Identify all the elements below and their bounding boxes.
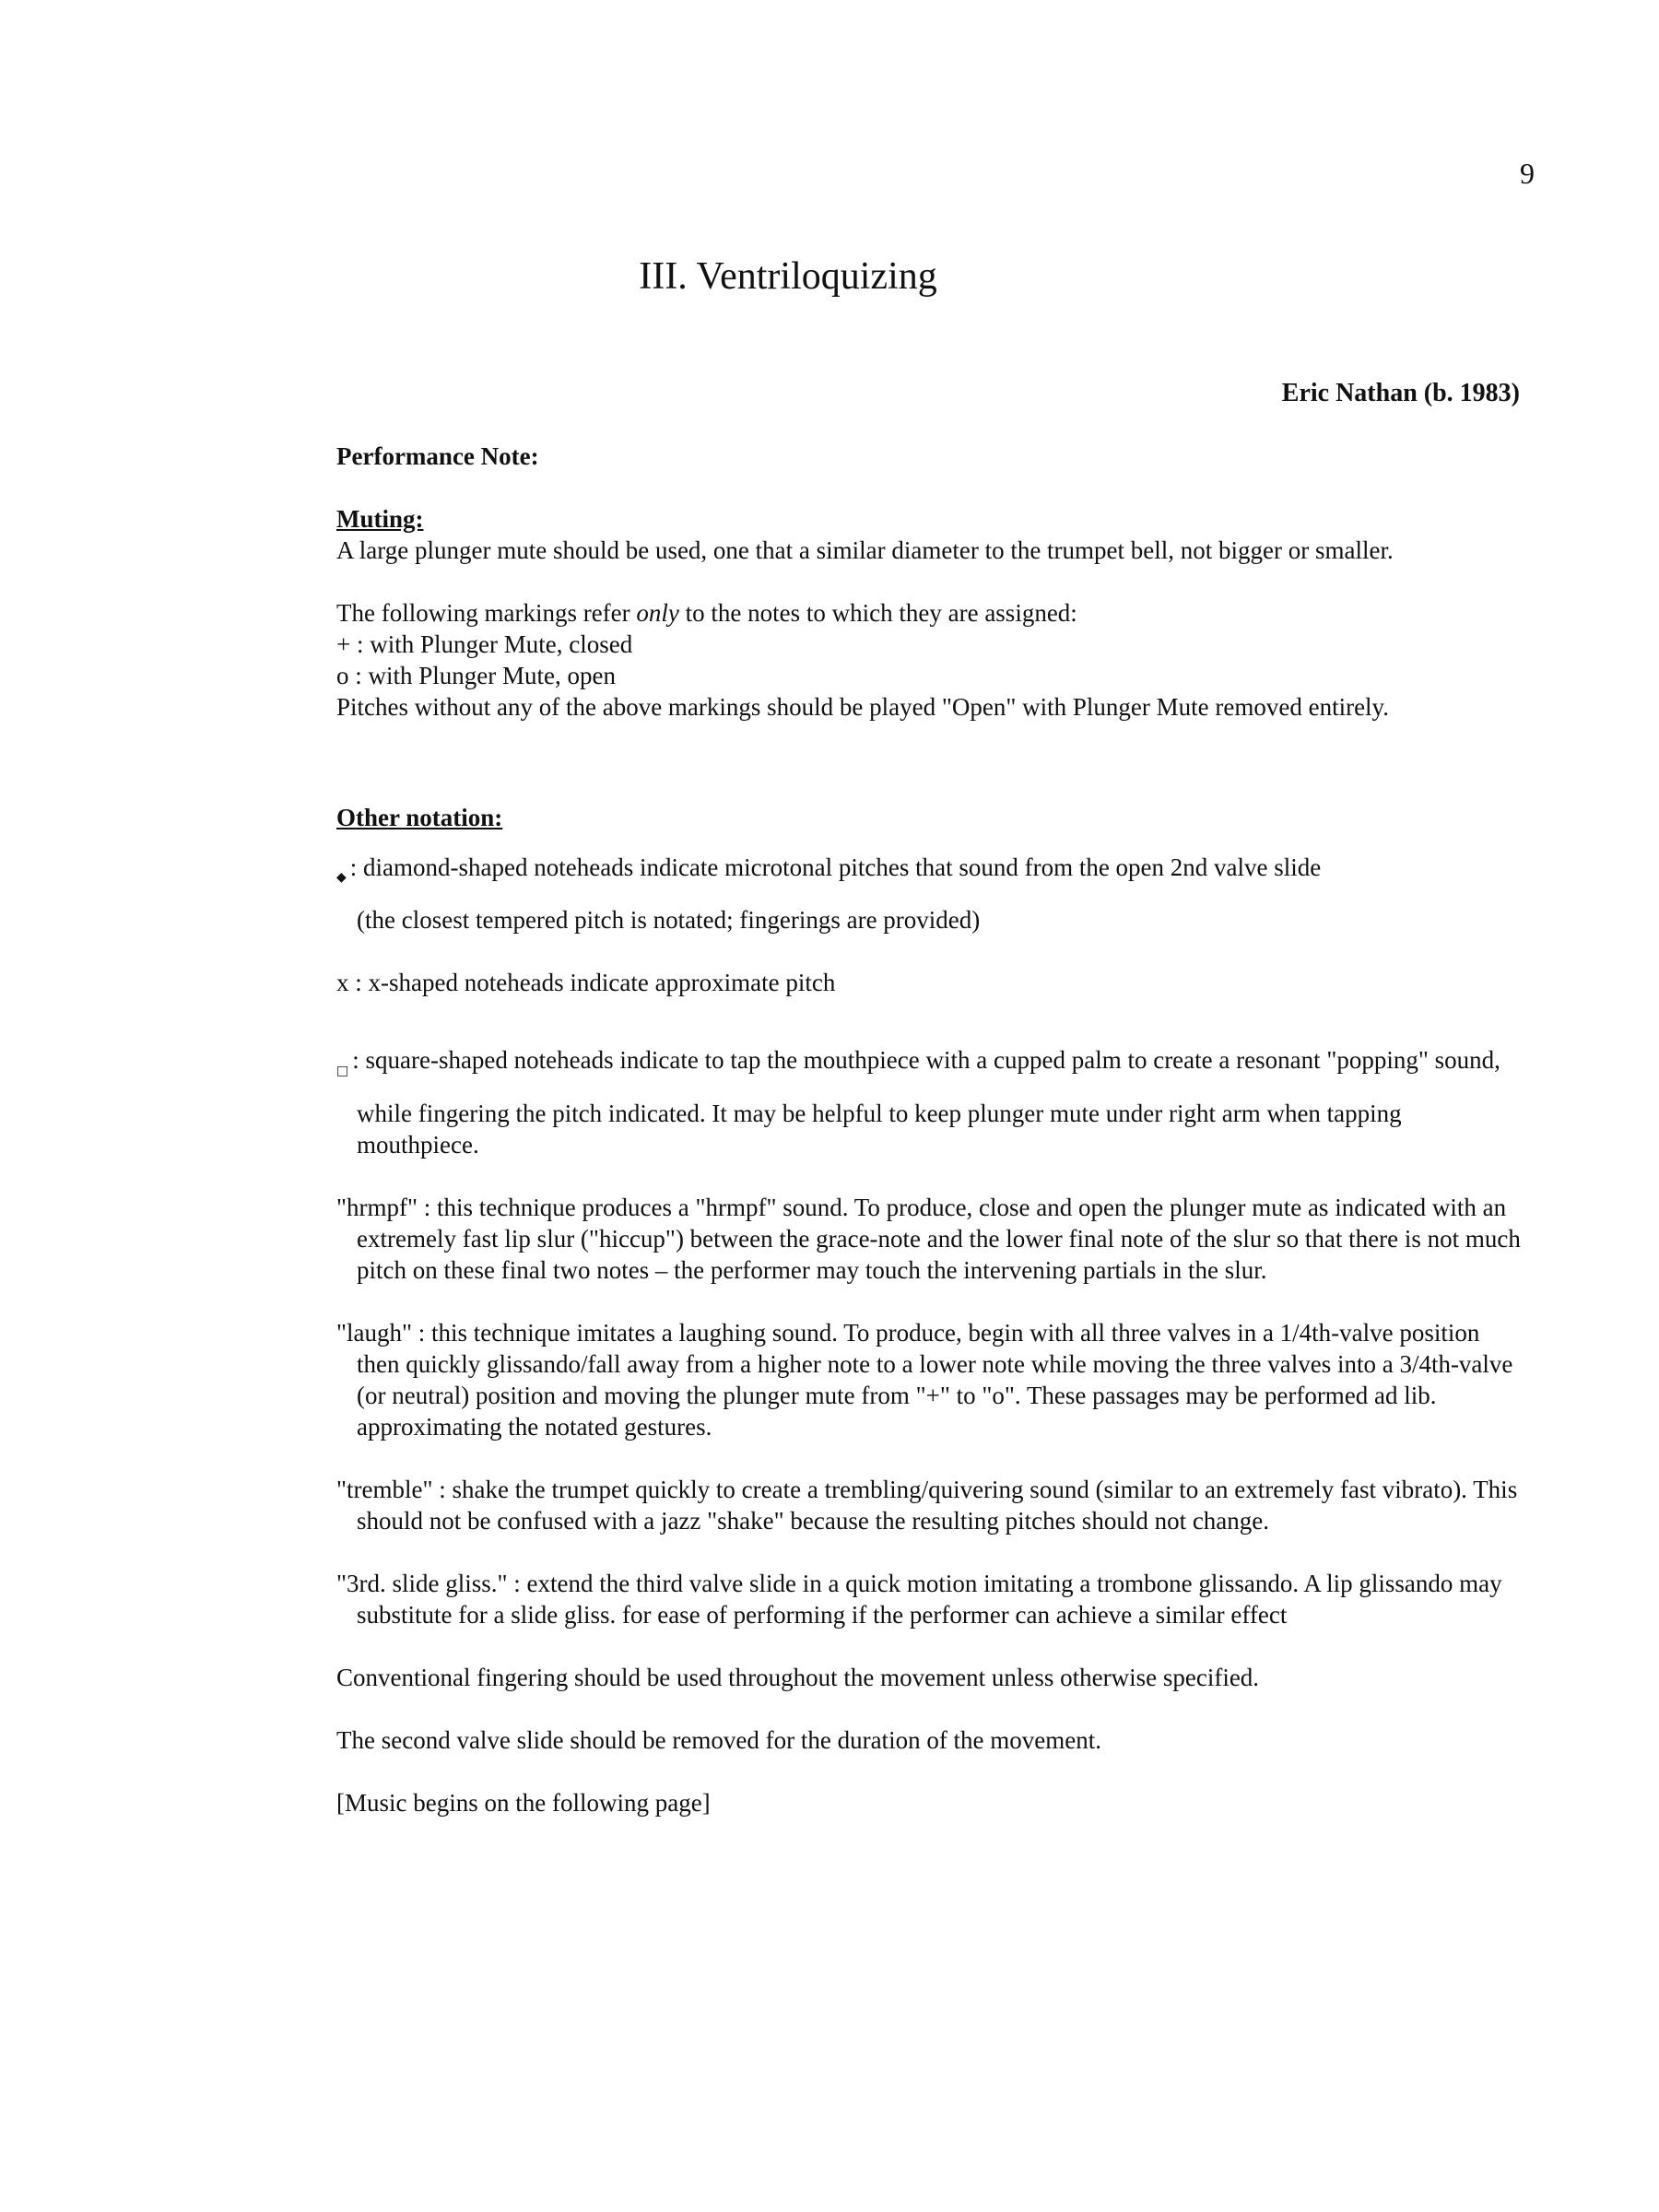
page-number: 9 xyxy=(1520,157,1535,190)
composer-credit: Eric Nathan (b. 1983) xyxy=(1281,379,1520,407)
laugh-technique: "laugh" : this technique imitates a laughing sound. To produce, begin with all three valves in a 1/4th-valve position then quickly glissando/fall away from a higher note to a lower note while moving the three valves into a 3/4th-valve (or neutral) position and moving the plunger mute from "+" to "o". These passages may be performed ad lib. approximating the notated gestures. xyxy=(336,1319,1513,1441)
o-marking: o : with Plunger Mute, open xyxy=(336,662,616,689)
square-notehead-icon: □ xyxy=(336,1064,349,1078)
page-title: III. Ventriloquizing xyxy=(639,255,937,298)
x-notehead-item: x : x-shaped noteheads indicate approximate pitch xyxy=(336,969,836,996)
valve-slide-note: The second valve slide should be removed for the duration of the movement. xyxy=(336,1726,1102,1754)
plus-marking: + : with Plunger Mute, closed xyxy=(336,630,633,658)
markings-intro-emphasis: only xyxy=(636,599,679,627)
muting-description: A large plunger mute should be used, one that a similar diameter to the trumpet bell, not bigger or smaller. xyxy=(336,536,1394,564)
slide-gliss-technique: "3rd. slide gliss." : extend the third valve slide in a quick motion imitating a trombone glissando. A lip glissando may substitute for a slide gliss. for ease of performing if the performer can achieve a similar effect xyxy=(336,1570,1502,1629)
other-notation-heading: Other notation: xyxy=(336,804,503,831)
tremble-technique: "tremble" : shake the trumpet quickly to create a trembling/quivering sound (similar to an extremely fast vibrato). This should not be confused with a jazz "shake" because the resulting pitches should not change. xyxy=(336,1476,1518,1535)
fingering-note: Conventional fingering should be used throughout the movement unless otherwise specified. xyxy=(336,1664,1260,1691)
music-begins-note: [Music begins on the following page] xyxy=(336,1789,711,1817)
diamond-notehead-item xyxy=(336,852,1525,893)
markings-intro-before: The following markings refer xyxy=(336,599,637,627)
diamond-notehead-subtext: (the closest tempered pitch is notated; fingerings are provided) xyxy=(357,906,981,934)
square-notehead-item xyxy=(336,1044,1525,1087)
square-notehead-text: : square-shaped noteheads indicate to tap the mouthpiece with a cupped palm to create a resonant "popping" sound, xyxy=(352,1046,1500,1074)
markings-intro xyxy=(336,597,1525,629)
performance-notes xyxy=(336,441,1525,1818)
hrmpf-technique: "hrmpf" : this technique produces a "hrmpf" sound. To produce, close and open the plunger mute as indicated with an extremely fast lip slur ("hiccup") between the grace-note and the lower final note of the slur so that there is not much pitch on these final two notes – the performer may touch the intervening partials in the slur. xyxy=(336,1194,1521,1284)
open-pitches-note: Pitches without any of the above markings should be played "Open" with Plunger Mute removed entirely. xyxy=(336,693,1390,721)
diamond-notehead-icon: ◆ xyxy=(336,870,347,885)
muting-heading: Muting: xyxy=(336,505,424,533)
performance-note-heading: Performance Note: xyxy=(336,442,539,470)
diamond-notehead-text: : diamond-shaped noteheads indicate microtonal pitches that sound from the open 2nd valve slide xyxy=(349,853,1322,881)
markings-intro-after: to the notes to which they are assigned: xyxy=(678,599,1077,627)
square-notehead-subtext: while fingering the pitch indicated. It may be helpful to keep plunger mute under right arm when tapping mouthpiece. xyxy=(357,1100,1402,1159)
